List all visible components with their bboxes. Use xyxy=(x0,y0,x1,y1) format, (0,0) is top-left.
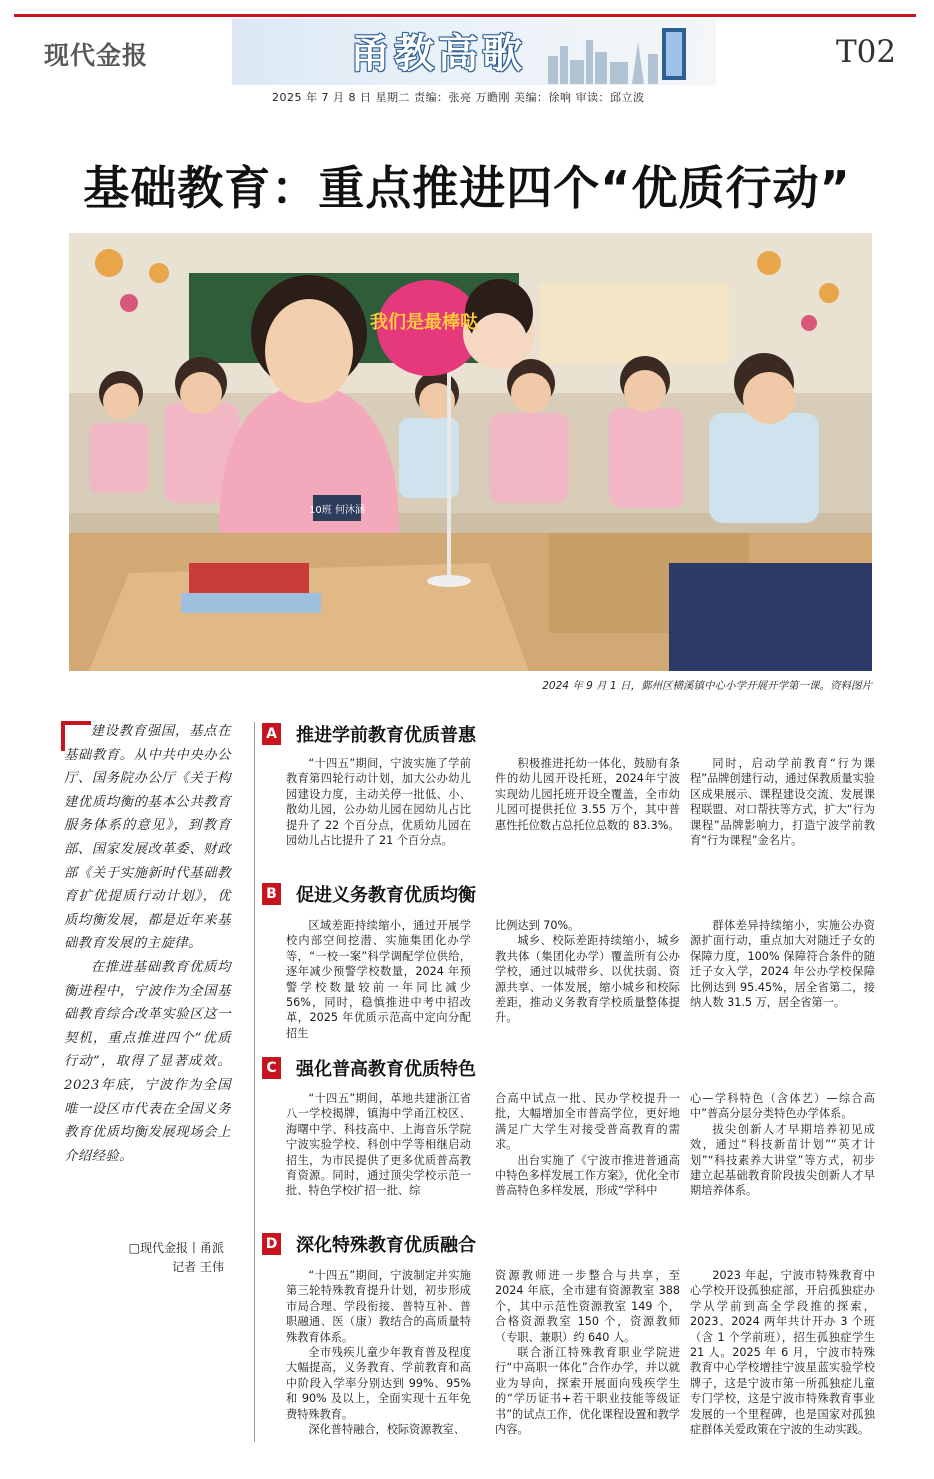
issue-info-line: 2025 年 7 月 8 日 星期二 责编：张亮 万瞻刚 美编：徐响 审读：邱立波 xyxy=(272,91,645,104)
section-c-col-3 xyxy=(690,1091,875,1199)
headline: 基础教育：重点推进四个“优质行动” xyxy=(83,161,851,215)
paragraph: 拔尖创新人才早期培养初见成效，通过“科技新苗计划”“英才计划”“科技素养大讲堂”等方式，初步建立起基础教育阶段拔尖创新人才早期培养体系。 xyxy=(690,1122,875,1198)
byline-reporter: 记者 王伟 xyxy=(172,1260,224,1274)
paragraph: 2023 年起，宁波市特殊教育中心学校开设孤独症部，开启孤独症办学从学前到高全学段推的探索，2023、2024 两年共计开办 3 个班（含 1 个学前班），招生孤独症学生 21 人。2025 年 6 月，宁波市特殊教育中心学校增挂宁波星蓝实验学校牌子，这是宁波市第一所孤独症儿童专门学校，这是宁波市特殊教育事业发展的一个里程碑，也是国家对孤独症群体关爱政策在宁波的生动实践。 xyxy=(690,1269,875,1437)
paragraph: 同时，启动学前教育“行为课程”品牌创建行动，通过保教质量实验区成果展示、课程建设交流、发展课程联盟、对口帮扶等方式，扩大“行为课程”品牌影响力，打造宁波学前教育“行为课程”金名片。 xyxy=(690,757,875,848)
section-c-title: 强化普高教育优质特色 xyxy=(296,1059,476,1080)
paragraph: 区域差距持续缩小，通过开展学校内部空间挖潜、实施集团化办学等，“一校一案”科学调配学位供给，逐年减少预警学校数量，2024 年预警学校数量较前一年同比减少 56%，同时，稳慎推进中考中招改革，2025 年优质示范高中定向分配招生 xyxy=(286,919,471,1040)
paragraph: 联合浙江特殊教育职业学院进行“中高职一体化”合作办学，并以就业为导向，探索开展面向残疾学生的“学历证书+若干职业技能等级证书”的试点工作，优化课程设置和教学内容。 xyxy=(495,1346,680,1437)
section-c-col-1 xyxy=(286,1091,471,1199)
section-d-title: 深化特殊教育优质融合 xyxy=(296,1235,476,1256)
section-b-col-1 xyxy=(286,918,471,1041)
paragraph: 资源教师进一步整合与共享，至 2024 年底，全市建有资源教室 388 个，其中示范性资源教室 149 个，合格资源教室 150 个，资源教师（专职、兼职）约 640 人。 xyxy=(495,1269,680,1344)
section-a-col-3 xyxy=(690,756,875,848)
intro-paragraph: 建设教育强国，基点在基础教育。从中共中央办公厅、国务院办公厅《关于构建优质均衡的基本公共教育服务体系的意见》，到教育部、国家发展改革委、财政部《关于实施新时代基础教育扩优提质行动计划》，优质均衡发展，都是近年来基础教育发展的主旋律。 xyxy=(64,724,231,952)
section-a-label: A xyxy=(262,723,281,745)
page-number: T02 xyxy=(836,34,897,70)
section-a-col-1 xyxy=(286,756,471,848)
classroom-illustration xyxy=(69,233,872,671)
section-b-title: 促进义务教育优质均衡 xyxy=(296,885,476,906)
section-d-label: D xyxy=(262,1233,281,1255)
column-title: 甬教高歌 xyxy=(350,30,526,77)
skyline-illustration xyxy=(540,22,716,84)
paragraph: 心—学科特色（含体艺）—综合高中”普高分层分类特色办学体系。 xyxy=(690,1092,875,1121)
byline xyxy=(100,1239,224,1277)
section-a-col-2 xyxy=(495,756,680,833)
photo-sign-text: 我们是最棒哒 xyxy=(370,312,478,333)
name-tag-text: 10班 何沐涵 xyxy=(309,505,365,516)
paragraph: 出台实施了《宁波市推进普通高中特色多样发展工作方案》，优化全市普高特色多样发展，形成“学科中 xyxy=(495,1153,680,1198)
photo-caption: 2024 年 9 月 1 日，鄞州区横溪镇中心小学开展开学第一课。资料图片 xyxy=(542,680,872,692)
section-a-title: 推进学前教育优质普惠 xyxy=(296,725,476,746)
section-b-col-2 xyxy=(495,918,680,1026)
paragraph: 比例达到 70%。 xyxy=(495,919,580,932)
section-c-col-2 xyxy=(495,1091,680,1199)
paragraph: 全市残疾儿童少年教育普及程度大幅提高，义务教育、学前教育和高中阶段入学率分别达到 99%、95% 和 90% 及以上，全面实现十五年免费特殊教育。 xyxy=(286,1346,471,1421)
paragraph: 深化普特融合，校际资源教室、 xyxy=(308,1423,466,1437)
paragraph: 群体差异持续缩小，实施公办资源扩面行动，重点加大对随迁子女的保障力度，100% 保障符合条件的随迁子女入学，2024 年公办学校保障比例达到 95.45%，居全省第二，接纳人数 31.5 万，居全省第一。 xyxy=(690,919,875,1010)
paragraph: 合高中试点一批、民办学校提升一批，大幅增加全市普高学位，更好地满足广大学生对接受普高教育的需求。 xyxy=(495,1092,680,1152)
classroom-photo xyxy=(69,233,872,671)
paragraph: 城乡、校际差距持续缩小，城乡教共体（集团化办学）覆盖所有公办学校，通过以城带乡、以优扶弱、资源共享、一体发展，缩小城乡和校际差距，推动义务教育学校质量整体提升。 xyxy=(495,934,680,1025)
section-b-label: B xyxy=(262,883,281,905)
section-d-col-3 xyxy=(690,1268,875,1437)
paper-name: 现代金报 xyxy=(44,41,149,70)
byline-source: □现代金报丨甬派 xyxy=(128,1241,224,1255)
section-d-col-1 xyxy=(286,1268,471,1437)
paragraph: “十四五”期间，革地共建浙江省八一学校揭牌，镇海中学甬江校区、海曙中学、科技高中、上海音乐学院宁波实验学校、科创中学等相继启动招生，为市民提供了更多优质普高教育资源。同时，通过顶尖学校示范一批、特色学校扩招一批、综 xyxy=(286,1092,471,1198)
section-d-col-2 xyxy=(495,1268,680,1437)
section-c-label: C xyxy=(262,1057,281,1079)
paragraph: “十四五”期间，宁波实施了学前教育第四轮行动计划，加大公办幼儿园建设力度，主动关停一批低、小、散幼儿园，公办幼儿园在园幼儿占比提升了 22 个百分点，优质幼儿园在园幼儿占比提升了 21 个百分点。 xyxy=(286,757,471,848)
intro-paragraph: 在推进基础教育优质均衡进程中，宁波作为全国基础教育综合改革实验区这一契机，重点推进四个“优质行动”，取得了显著成效。2023年底，宁波作为全国唯一设区市代表在全国义务教育优质均衡发展现场会上介绍经验。 xyxy=(64,959,231,1164)
paragraph: “十四五”期间，宁波制定并实施第三轮特殊教育提升计划，初步形成市局合理、学段衔接、普特互补、普职融通、医（康）教结合的高质量特殊教育体系。 xyxy=(286,1269,471,1344)
intro-column xyxy=(64,720,231,1168)
paragraph: 积极推进托幼一体化，鼓励有条件的幼儿园开设托班，2024年宁波实现幼儿园托班开设全覆盖，全市幼儿园可提供托位 3.55 万个，其中普惠性托位数占总托位总数的 83.3%。 xyxy=(495,757,680,832)
column-divider xyxy=(254,722,255,1442)
section-b-col-3 xyxy=(690,918,875,1010)
top-rule xyxy=(14,14,916,17)
